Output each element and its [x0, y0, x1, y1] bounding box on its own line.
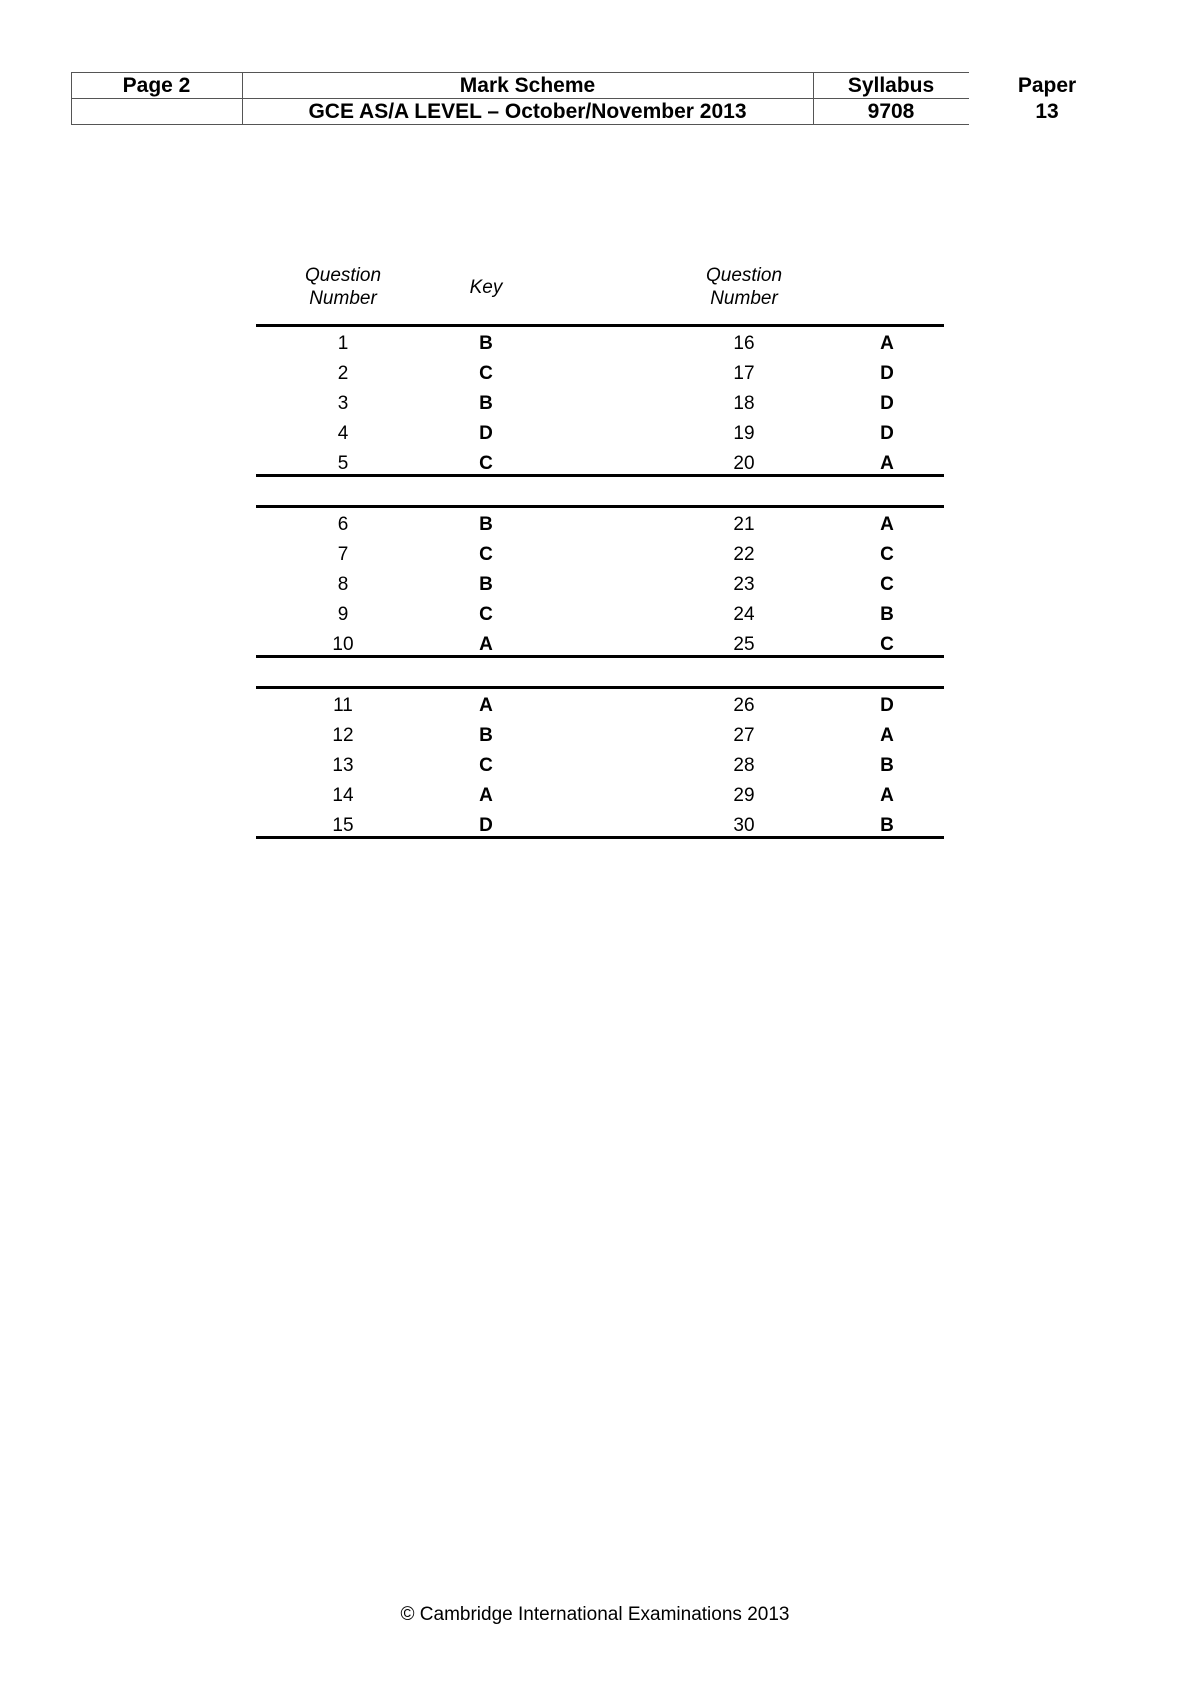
answer-key-cell: C — [880, 574, 894, 595]
question-number-cell: 1 — [337, 333, 349, 354]
answer-key-cell: A — [479, 634, 493, 655]
answer-key-cell: A — [880, 725, 894, 746]
answer-key-cell: C — [880, 634, 894, 655]
table-rule — [256, 655, 944, 658]
question-number-cell: 25 — [733, 634, 755, 655]
question-number-cell: 10 — [332, 634, 354, 655]
question-number-cell: 2 — [337, 363, 349, 384]
question-number-cell: 29 — [733, 785, 755, 806]
table-rule — [256, 686, 944, 689]
question-number-cell: 15 — [332, 815, 354, 836]
question-number-cell: 24 — [733, 604, 755, 625]
paper-label: Paper — [1017, 74, 1077, 97]
column-header-key: Key — [469, 277, 503, 298]
answer-key-cell: C — [479, 363, 493, 384]
answer-key-cell: C — [880, 544, 894, 565]
column-header-question-number-2: Question Number — [705, 265, 783, 309]
page-label: Page 2 — [122, 74, 191, 97]
question-number-cell: 12 — [332, 725, 354, 746]
answer-key-cell: D — [880, 393, 894, 414]
answer-key-cell: C — [479, 453, 493, 474]
question-number-cell: 18 — [733, 393, 755, 414]
question-number-cell: 28 — [733, 755, 755, 776]
question-number-cell: 19 — [733, 423, 755, 444]
question-number-cell: 11 — [333, 695, 353, 716]
answer-key-cell: A — [479, 785, 493, 806]
question-number-cell: 4 — [337, 423, 349, 444]
answer-key-cell: B — [479, 574, 493, 595]
answer-key-cell: D — [880, 695, 894, 716]
answer-key-cell: B — [479, 393, 493, 414]
answer-key-cell: B — [479, 333, 493, 354]
column-header-question-number: Question Number — [304, 265, 382, 309]
syllabus-label: Syllabus — [847, 74, 935, 97]
question-number-cell: 20 — [733, 453, 755, 474]
header-table — [71, 72, 1083, 125]
syllabus-code: 9708 — [867, 100, 915, 123]
answer-key-cell: C — [479, 544, 493, 565]
answer-key-cell: B — [880, 755, 894, 776]
question-number-cell: 17 — [733, 363, 755, 384]
question-number-cell: 30 — [733, 815, 755, 836]
question-number-cell: 21 — [733, 514, 755, 535]
answer-key-cell: D — [880, 363, 894, 384]
answer-key-cell: A — [479, 695, 493, 716]
answer-key-cell: A — [880, 785, 894, 806]
mark-scheme-label: Mark Scheme — [459, 74, 596, 97]
answer-key-cell: A — [880, 333, 894, 354]
question-number-cell: 14 — [332, 785, 354, 806]
question-number-cell: 6 — [337, 514, 349, 535]
question-number-cell: 8 — [337, 574, 349, 595]
table-rule — [256, 474, 944, 477]
question-number-cell: 9 — [337, 604, 349, 625]
answer-key-cell: B — [479, 725, 493, 746]
answer-key-cell: C — [479, 755, 493, 776]
question-number-cell: 16 — [733, 333, 755, 354]
answer-key-cell: D — [479, 423, 493, 444]
answer-key-cell: C — [479, 604, 493, 625]
question-number-cell: 26 — [733, 695, 755, 716]
table-rule — [256, 505, 944, 508]
paper-number: 13 — [1035, 100, 1059, 123]
answer-key-cell: B — [880, 604, 894, 625]
question-number-cell: 27 — [733, 725, 755, 746]
answer-key-cell: A — [880, 514, 894, 535]
table-rule — [256, 324, 944, 327]
question-number-cell: 13 — [332, 755, 354, 776]
question-number-cell: 7 — [337, 544, 349, 565]
exam-title: GCE AS/A LEVEL – October/November 2013 — [308, 100, 747, 123]
answer-key-cell: D — [479, 815, 493, 836]
question-number-cell: 22 — [733, 544, 755, 565]
answer-key-cell: D — [880, 423, 894, 444]
question-number-cell: 23 — [733, 574, 755, 595]
question-number-cell: 3 — [337, 393, 349, 414]
answer-key-cell: A — [880, 453, 894, 474]
question-number-cell: 5 — [337, 453, 349, 474]
answer-key-cell: B — [880, 815, 894, 836]
table-rule — [256, 836, 944, 839]
answer-key-cell: B — [479, 514, 493, 535]
copyright-footer: © Cambridge International Examinations 2013 — [400, 1604, 790, 1625]
